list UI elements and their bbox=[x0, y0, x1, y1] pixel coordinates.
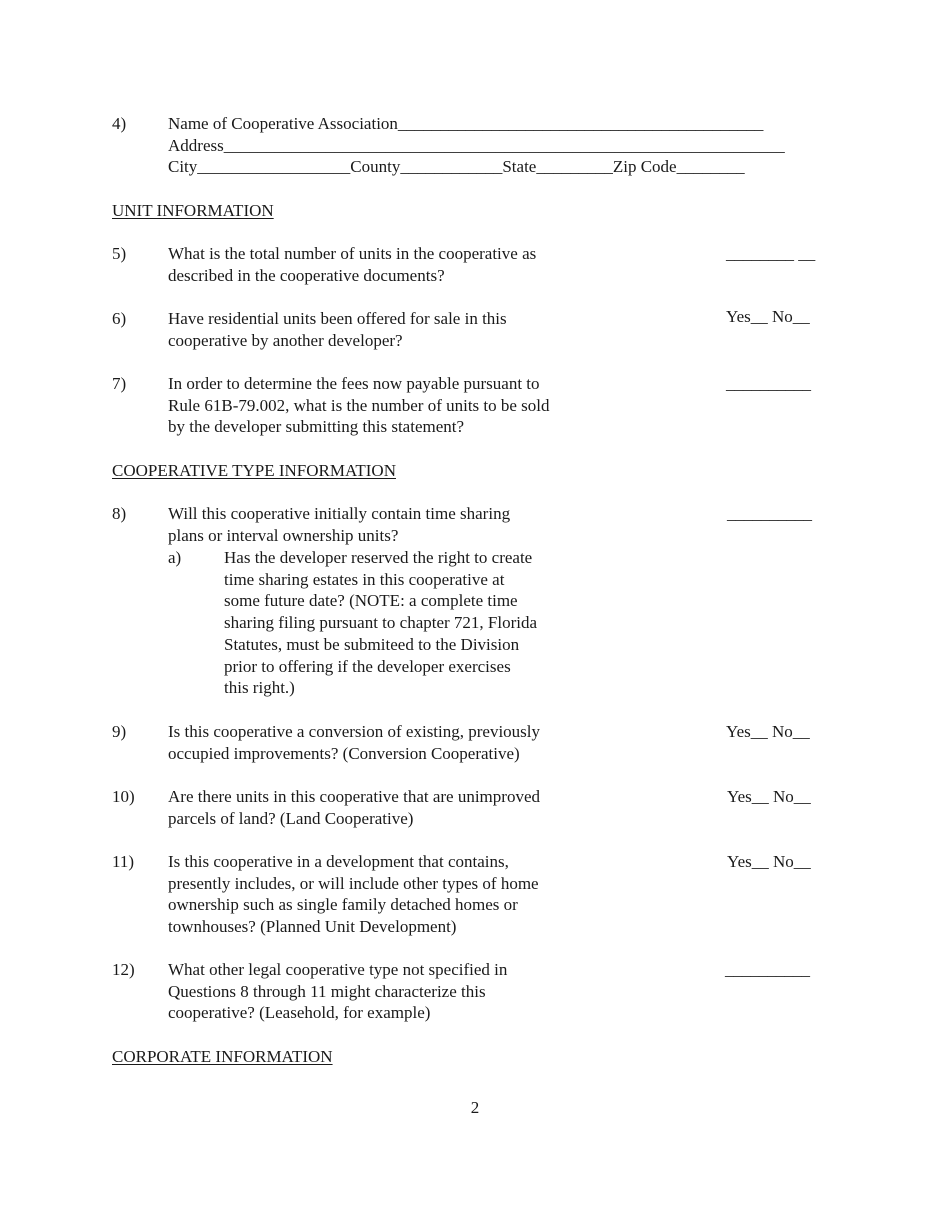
q10-text bbox=[168, 786, 540, 829]
q6-line: cooperative by another developer? bbox=[168, 330, 403, 350]
q8-text bbox=[168, 503, 510, 546]
q11-line: townhouses? (Planned Unit Development) bbox=[168, 917, 457, 937]
q8-line: plans or interval ownership units? bbox=[168, 525, 399, 545]
q7-number: 7) bbox=[112, 374, 127, 393]
q4-fields bbox=[168, 113, 785, 178]
q7-line: by the developer submitting this statement? bbox=[168, 417, 465, 437]
q11-number: 11) bbox=[112, 852, 135, 871]
q8a-text bbox=[224, 547, 537, 699]
q6-line: Have residential units been offered for sale in this bbox=[168, 309, 507, 328]
q5-text bbox=[168, 243, 536, 286]
q8a-line: some future date? (NOTE: a complete time bbox=[224, 591, 518, 611]
q6-number: 6) bbox=[112, 309, 127, 328]
q11-yes-no-answer[interactable]: Yes__ No__ bbox=[727, 852, 811, 871]
q8-answer-blank[interactable]: __________ bbox=[727, 504, 812, 523]
q12-number: 12) bbox=[112, 960, 135, 979]
q8a-line: prior to offering if the developer exercises bbox=[224, 656, 511, 676]
q6-yes-no-answer[interactable]: Yes__ No__ bbox=[726, 307, 810, 326]
q12-line: What other legal cooperative type not specified in bbox=[168, 960, 508, 979]
q11-line: presently includes, or will include other types of home bbox=[168, 873, 539, 893]
q11-text bbox=[168, 851, 539, 938]
cooperative-type-heading: COOPERATIVE TYPE INFORMATION bbox=[112, 461, 396, 480]
q5-number: 5) bbox=[112, 244, 127, 263]
q7-line: Rule 61B-79.002, what is the number of units to be sold bbox=[168, 395, 550, 415]
q5-line: What is the total number of units in the cooperative as bbox=[168, 244, 537, 263]
q7-text bbox=[168, 373, 550, 438]
q9-yes-no-answer[interactable]: Yes__ No__ bbox=[726, 722, 810, 741]
q9-line: occupied improvements? (Conversion Cooperative) bbox=[168, 743, 520, 763]
corporate-information-heading: CORPORATE INFORMATION bbox=[112, 1047, 333, 1066]
cooperative-name-field[interactable]: Name of Cooperative Association___________________________________________ bbox=[168, 114, 764, 133]
q8a-line: this right.) bbox=[224, 678, 295, 698]
q12-text bbox=[168, 959, 507, 1024]
q8a-line: Has the developer reserved the right to create bbox=[224, 548, 533, 567]
q4-number: 4) bbox=[112, 114, 127, 133]
q7-answer-blank[interactable]: __________ bbox=[726, 374, 811, 393]
q5-line: described in the cooperative documents? bbox=[168, 265, 445, 285]
q10-number: 10) bbox=[112, 787, 135, 806]
page-number: 2 bbox=[470, 1098, 480, 1117]
q9-number: 9) bbox=[112, 722, 127, 741]
city-county-state-zip-field[interactable]: City__________________County____________State_________Zip Code________ bbox=[168, 157, 745, 177]
q5-answer-blank[interactable]: ________ __ bbox=[726, 244, 816, 263]
q8a-line: time sharing estates in this cooperative at bbox=[224, 569, 505, 589]
q8-number: 8) bbox=[112, 504, 127, 523]
q10-line: parcels of land? (Land Cooperative) bbox=[168, 808, 414, 828]
q10-yes-no-answer[interactable]: Yes__ No__ bbox=[727, 787, 811, 806]
q6-text bbox=[168, 308, 507, 351]
q7-line: In order to determine the fees now payable pursuant to bbox=[168, 374, 540, 393]
q12-answer-blank[interactable]: __________ bbox=[725, 960, 810, 979]
q8a-letter: a) bbox=[168, 548, 182, 567]
q8-line: Will this cooperative initially contain time sharing bbox=[168, 504, 511, 523]
q8a-line: sharing filing pursuant to chapter 721, Florida bbox=[224, 613, 538, 633]
q10-line: Are there units in this cooperative that are unimproved bbox=[168, 787, 540, 806]
q9-line: Is this cooperative a conversion of existing, previously bbox=[168, 722, 541, 741]
q12-line: cooperative? (Leasehold, for example) bbox=[168, 1003, 431, 1023]
q8a-line: Statutes, must be submiteed to the Division bbox=[224, 634, 520, 654]
q11-line: Is this cooperative in a development that contains, bbox=[168, 852, 509, 871]
q12-line: Questions 8 through 11 might characterize this bbox=[168, 981, 486, 1001]
address-field[interactable]: Address__________________________________________________________________ bbox=[168, 135, 785, 155]
unit-information-heading: UNIT INFORMATION bbox=[112, 201, 274, 220]
q11-line: ownership such as single family detached homes or bbox=[168, 895, 518, 915]
q9-text bbox=[168, 721, 540, 764]
